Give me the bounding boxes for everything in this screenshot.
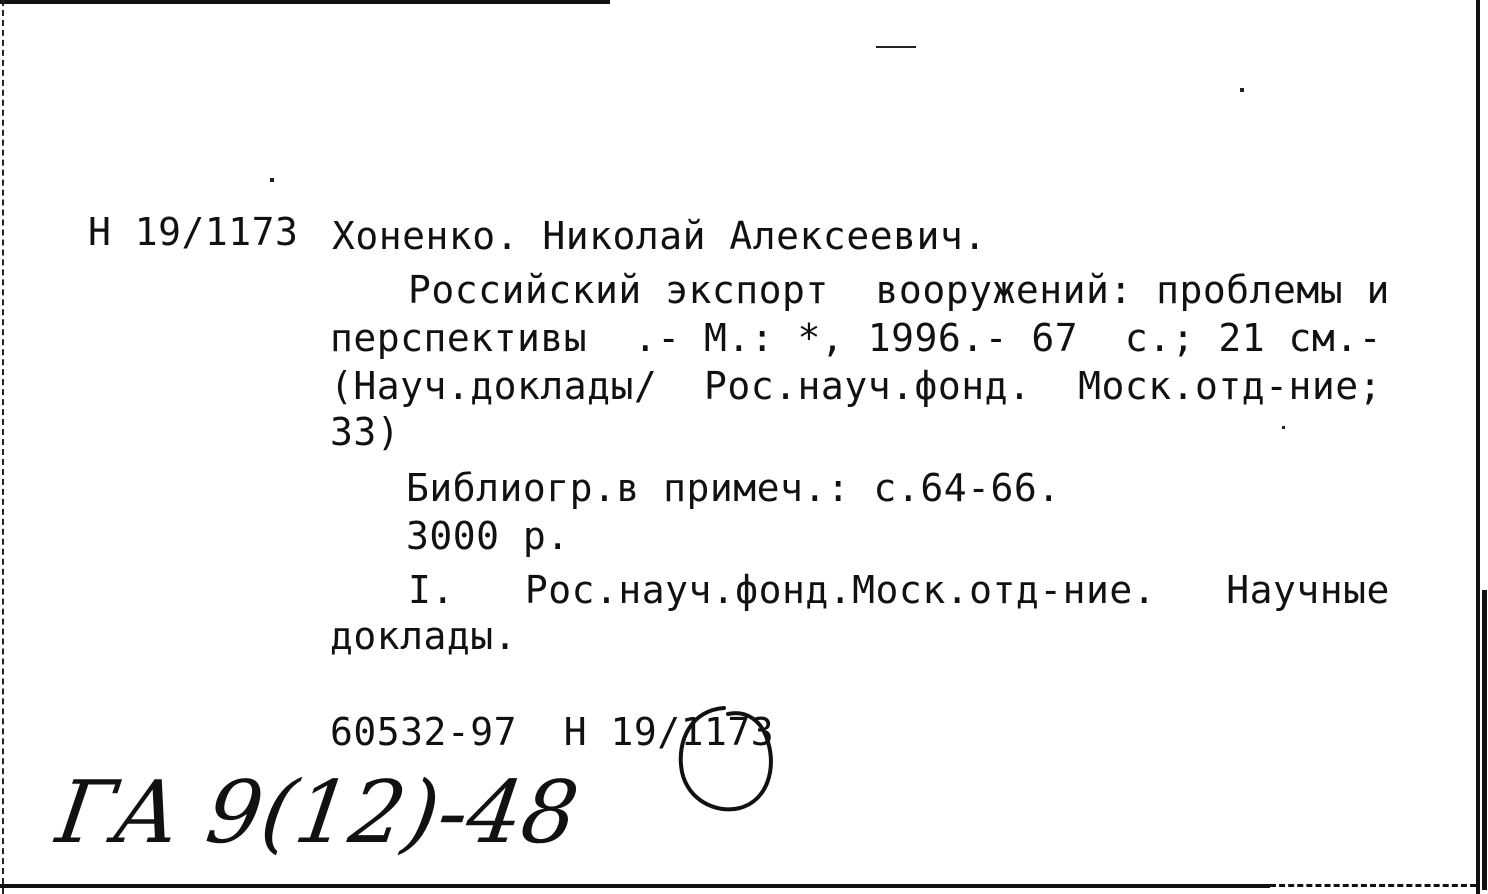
card-left-edge (2, 0, 4, 894)
hand-drawn-circle (672, 700, 782, 820)
price: 3000 р. (406, 514, 570, 558)
tracing-line: доклады. (330, 614, 518, 658)
card-top-edge (0, 0, 610, 4)
card-bottom-edge (0, 884, 1270, 888)
title-line: Российский экспорт вооружений: проблемы и (408, 268, 1390, 312)
call-number: Н 19/1173 (88, 210, 299, 254)
accession-number: 60532-97 Н 19/1173 (330, 710, 775, 754)
scan-speck (876, 46, 916, 48)
scan-speck (1282, 426, 1285, 429)
series-number: 33) (330, 410, 401, 454)
bibliography-note: Библиогр.в примеч.: с.64-66. (406, 466, 1061, 510)
author-heading: Хоненко. Николай Алексеевич. (332, 214, 987, 258)
card-right-edge (1476, 0, 1480, 894)
tracing-line: I. Рос.науч.фонд.Моск.отд-ние. Научные (408, 568, 1390, 612)
series-line: (Науч.доклады/ Рос.науч.фонд. Моск.отд-ние; (330, 364, 1383, 408)
card-right-edge-shadow (1482, 590, 1487, 890)
title-line: перспективы .- М.: *, 1996.- 67 с.; 21 см.- (330, 316, 1383, 360)
handwritten-shelfmark: ГА 9(12)-48 (50, 763, 585, 863)
scan-speck (270, 178, 274, 182)
card-bottom-edge-dashed (1270, 884, 1476, 887)
scan-speck (1240, 88, 1244, 92)
